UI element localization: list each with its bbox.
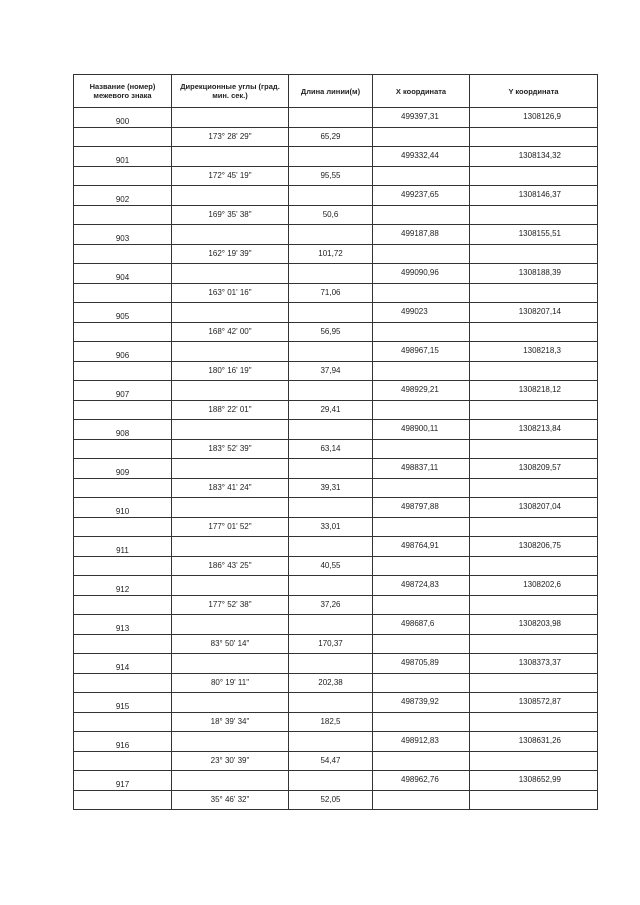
table-row-segment [74, 478, 598, 498]
x-coordinate-cell: 498962,76 [373, 771, 470, 791]
x-coordinate-cell: 499332,44 [373, 147, 470, 167]
table-row-point [74, 147, 598, 167]
table-row-segment [74, 790, 598, 810]
direction-angle-cell: 183° 41' 24" [172, 478, 289, 498]
line-length-cell: 182,5 [289, 712, 373, 732]
line-length-cell: 65,29 [289, 127, 373, 147]
x-coordinate-cell: 499090,96 [373, 264, 470, 284]
x-empty-cell [373, 634, 470, 654]
line-length-cell: 29,41 [289, 400, 373, 420]
name-empty-cell [74, 556, 172, 576]
name-empty-cell [74, 283, 172, 303]
direction-angle-cell: 18° 39' 34" [172, 712, 289, 732]
length-empty-cell [289, 732, 373, 752]
point-name-cell: 915 [74, 693, 172, 713]
header-x-coordinate: X координата [373, 75, 470, 108]
point-name-cell: 907 [74, 381, 172, 401]
x-empty-cell [373, 361, 470, 381]
direction-empty-cell [172, 576, 289, 596]
x-coordinate-cell: 498724,83 [373, 576, 470, 596]
header-y-coordinate: Y координата [470, 75, 598, 108]
y-coordinate-cell: 1308202,6 [470, 576, 598, 596]
table-row-point [74, 264, 598, 284]
line-length-cell: 33,01 [289, 517, 373, 537]
y-empty-cell [470, 517, 598, 537]
line-length-cell: 170,37 [289, 634, 373, 654]
length-empty-cell [289, 420, 373, 440]
x-empty-cell [373, 517, 470, 537]
table-row-point [74, 498, 598, 518]
table-row-point [74, 615, 598, 635]
y-empty-cell [470, 361, 598, 381]
direction-angle-cell: 169° 35' 38" [172, 205, 289, 225]
direction-empty-cell [172, 654, 289, 674]
name-empty-cell [74, 595, 172, 615]
point-name-cell: 917 [74, 771, 172, 791]
point-name-cell: 903 [74, 225, 172, 245]
x-coordinate-cell: 498900,11 [373, 420, 470, 440]
y-empty-cell [470, 595, 598, 615]
x-empty-cell [373, 478, 470, 498]
table-row-point [74, 693, 598, 713]
table-row-point [74, 186, 598, 206]
table-row-point [74, 420, 598, 440]
x-empty-cell [373, 244, 470, 264]
table-row-segment [74, 361, 598, 381]
length-empty-cell [289, 186, 373, 206]
table-row-segment [74, 517, 598, 537]
name-empty-cell [74, 244, 172, 264]
table-row-segment [74, 322, 598, 342]
table-row-point [74, 771, 598, 791]
x-empty-cell [373, 400, 470, 420]
table-row-point [74, 381, 598, 401]
table-row-point [74, 459, 598, 479]
direction-empty-cell [172, 732, 289, 752]
y-coordinate-cell: 1308146,37 [470, 186, 598, 206]
name-empty-cell [74, 790, 172, 810]
table-row-segment [74, 166, 598, 186]
line-length-cell: 56,95 [289, 322, 373, 342]
name-empty-cell [74, 634, 172, 654]
name-empty-cell [74, 478, 172, 498]
length-empty-cell [289, 498, 373, 518]
table-row-point [74, 303, 598, 323]
direction-empty-cell [172, 693, 289, 713]
direction-angle-cell: 80° 19' 11" [172, 673, 289, 693]
length-empty-cell [289, 771, 373, 791]
line-length-cell: 40,55 [289, 556, 373, 576]
x-coordinate-cell: 499187,88 [373, 225, 470, 245]
x-coordinate-cell: 498705,89 [373, 654, 470, 674]
direction-empty-cell [172, 459, 289, 479]
y-coordinate-cell: 1308134,32 [470, 147, 598, 167]
line-length-cell: 71,06 [289, 283, 373, 303]
x-empty-cell [373, 127, 470, 147]
length-empty-cell [289, 615, 373, 635]
name-empty-cell [74, 712, 172, 732]
table-row-segment [74, 673, 598, 693]
direction-empty-cell [172, 498, 289, 518]
table-body [74, 108, 598, 810]
x-coordinate-cell: 499237,65 [373, 186, 470, 206]
name-empty-cell [74, 127, 172, 147]
x-empty-cell [373, 673, 470, 693]
y-coordinate-cell: 1308218,3 [470, 342, 598, 362]
x-empty-cell [373, 790, 470, 810]
y-empty-cell [470, 166, 598, 186]
x-empty-cell [373, 556, 470, 576]
y-coordinate-cell: 1308213,84 [470, 420, 598, 440]
y-coordinate-cell: 1308207,04 [470, 498, 598, 518]
direction-empty-cell [172, 342, 289, 362]
direction-angle-cell: 172° 45' 19" [172, 166, 289, 186]
direction-empty-cell [172, 537, 289, 557]
x-coordinate-cell: 498764,91 [373, 537, 470, 557]
point-name-cell: 908 [74, 420, 172, 440]
direction-angle-cell: 188° 22' 01" [172, 400, 289, 420]
direction-angle-cell: 168° 42' 00" [172, 322, 289, 342]
y-coordinate-cell: 1308206,75 [470, 537, 598, 557]
point-name-cell: 909 [74, 459, 172, 479]
table-row-point [74, 576, 598, 596]
direction-empty-cell [172, 264, 289, 284]
name-empty-cell [74, 361, 172, 381]
y-empty-cell [470, 205, 598, 225]
y-empty-cell [470, 439, 598, 459]
header-point-name: Название (номер) межевого знака [74, 75, 172, 108]
y-empty-cell [470, 322, 598, 342]
x-empty-cell [373, 283, 470, 303]
name-empty-cell [74, 400, 172, 420]
point-name-cell: 900 [74, 108, 172, 128]
table-row-segment [74, 712, 598, 732]
line-length-cell: 63,14 [289, 439, 373, 459]
table-row-point [74, 537, 598, 557]
y-empty-cell [470, 634, 598, 654]
name-empty-cell [74, 439, 172, 459]
length-empty-cell [289, 537, 373, 557]
x-coordinate-cell: 498912,83 [373, 732, 470, 752]
point-name-cell: 911 [74, 537, 172, 557]
y-empty-cell [470, 127, 598, 147]
x-empty-cell [373, 439, 470, 459]
y-coordinate-cell: 1308373,37 [470, 654, 598, 674]
point-name-cell: 905 [74, 303, 172, 323]
line-length-cell: 202,38 [289, 673, 373, 693]
table-row-point [74, 732, 598, 752]
y-coordinate-cell: 1308207,14 [470, 303, 598, 323]
table-row-segment [74, 400, 598, 420]
y-coordinate-cell: 1308572,87 [470, 693, 598, 713]
direction-angle-cell: 23° 30' 39" [172, 751, 289, 771]
line-length-cell: 39,31 [289, 478, 373, 498]
line-length-cell: 37,26 [289, 595, 373, 615]
length-empty-cell [289, 459, 373, 479]
name-empty-cell [74, 517, 172, 537]
direction-angle-cell: 162° 19' 39" [172, 244, 289, 264]
x-coordinate-cell: 498837,11 [373, 459, 470, 479]
name-empty-cell [74, 751, 172, 771]
direction-angle-cell: 35° 46' 32" [172, 790, 289, 810]
y-empty-cell [470, 478, 598, 498]
direction-angle-cell: 173° 28' 29" [172, 127, 289, 147]
line-length-cell: 101,72 [289, 244, 373, 264]
length-empty-cell [289, 654, 373, 674]
x-coordinate-cell: 498687,6 [373, 615, 470, 635]
table-row-point [74, 654, 598, 674]
table-row-segment [74, 283, 598, 303]
length-empty-cell [289, 225, 373, 245]
name-empty-cell [74, 673, 172, 693]
point-name-cell: 914 [74, 654, 172, 674]
x-empty-cell [373, 166, 470, 186]
y-empty-cell [470, 283, 598, 303]
line-length-cell: 52,05 [289, 790, 373, 810]
table-row-segment [74, 127, 598, 147]
point-name-cell: 902 [74, 186, 172, 206]
y-empty-cell [470, 244, 598, 264]
x-coordinate-cell: 499397,31 [373, 108, 470, 128]
length-empty-cell [289, 576, 373, 596]
direction-angle-cell: 177° 01' 52" [172, 517, 289, 537]
x-empty-cell [373, 595, 470, 615]
name-empty-cell [74, 322, 172, 342]
direction-angle-cell: 177° 52' 38" [172, 595, 289, 615]
point-name-cell: 912 [74, 576, 172, 596]
direction-empty-cell [172, 420, 289, 440]
y-coordinate-cell: 1308203,98 [470, 615, 598, 635]
table-row-segment [74, 439, 598, 459]
direction-empty-cell [172, 108, 289, 128]
length-empty-cell [289, 264, 373, 284]
boundary-coordinates-table [73, 74, 598, 810]
y-coordinate-cell: 1308155,51 [470, 225, 598, 245]
point-name-cell: 910 [74, 498, 172, 518]
direction-empty-cell [172, 225, 289, 245]
table-row-segment [74, 751, 598, 771]
direction-empty-cell [172, 147, 289, 167]
point-name-cell: 904 [74, 264, 172, 284]
name-empty-cell [74, 205, 172, 225]
direction-empty-cell [172, 186, 289, 206]
direction-empty-cell [172, 303, 289, 323]
x-coordinate-cell: 499023 [373, 303, 470, 323]
line-length-cell: 54,47 [289, 751, 373, 771]
x-coordinate-cell: 498967,15 [373, 342, 470, 362]
y-empty-cell [470, 751, 598, 771]
direction-angle-cell: 186° 43' 25" [172, 556, 289, 576]
length-empty-cell [289, 693, 373, 713]
table-row-point [74, 342, 598, 362]
table-row-point [74, 225, 598, 245]
x-coordinate-cell: 498929,21 [373, 381, 470, 401]
length-empty-cell [289, 381, 373, 401]
line-length-cell: 50,6 [289, 205, 373, 225]
y-empty-cell [470, 673, 598, 693]
y-empty-cell [470, 712, 598, 732]
x-coordinate-cell: 498739,92 [373, 693, 470, 713]
name-empty-cell [74, 166, 172, 186]
y-coordinate-cell: 1308126,9 [470, 108, 598, 128]
y-coordinate-cell: 1308631,26 [470, 732, 598, 752]
point-name-cell: 901 [74, 147, 172, 167]
length-empty-cell [289, 342, 373, 362]
header-direction-angle: Дирекционные углы (град. мин. сек.) [172, 75, 289, 108]
direction-angle-cell: 83° 50' 14" [172, 634, 289, 654]
y-empty-cell [470, 400, 598, 420]
table-row-segment [74, 556, 598, 576]
y-coordinate-cell: 1308209,57 [470, 459, 598, 479]
table-row-point [74, 108, 598, 128]
y-coordinate-cell: 1308218,12 [470, 381, 598, 401]
direction-angle-cell: 180° 16' 19" [172, 361, 289, 381]
y-coordinate-cell: 1308652,99 [470, 771, 598, 791]
point-name-cell: 906 [74, 342, 172, 362]
x-coordinate-cell: 498797,88 [373, 498, 470, 518]
direction-empty-cell [172, 771, 289, 791]
x-empty-cell [373, 712, 470, 732]
length-empty-cell [289, 108, 373, 128]
table-header-row [74, 75, 598, 108]
line-length-cell: 37,94 [289, 361, 373, 381]
line-length-cell: 95,55 [289, 166, 373, 186]
x-empty-cell [373, 322, 470, 342]
header-line-length: Длина линии(м) [289, 75, 373, 108]
table-row-segment [74, 634, 598, 654]
y-empty-cell [470, 556, 598, 576]
table-row-segment [74, 244, 598, 264]
point-name-cell: 913 [74, 615, 172, 635]
direction-empty-cell [172, 615, 289, 635]
direction-angle-cell: 183° 52' 39" [172, 439, 289, 459]
y-empty-cell [470, 790, 598, 810]
direction-angle-cell: 163° 01' 16" [172, 283, 289, 303]
point-name-cell: 916 [74, 732, 172, 752]
y-coordinate-cell: 1308188,39 [470, 264, 598, 284]
length-empty-cell [289, 147, 373, 167]
x-empty-cell [373, 205, 470, 225]
length-empty-cell [289, 303, 373, 323]
table-row-segment [74, 205, 598, 225]
x-empty-cell [373, 751, 470, 771]
direction-empty-cell [172, 381, 289, 401]
table-row-segment [74, 595, 598, 615]
